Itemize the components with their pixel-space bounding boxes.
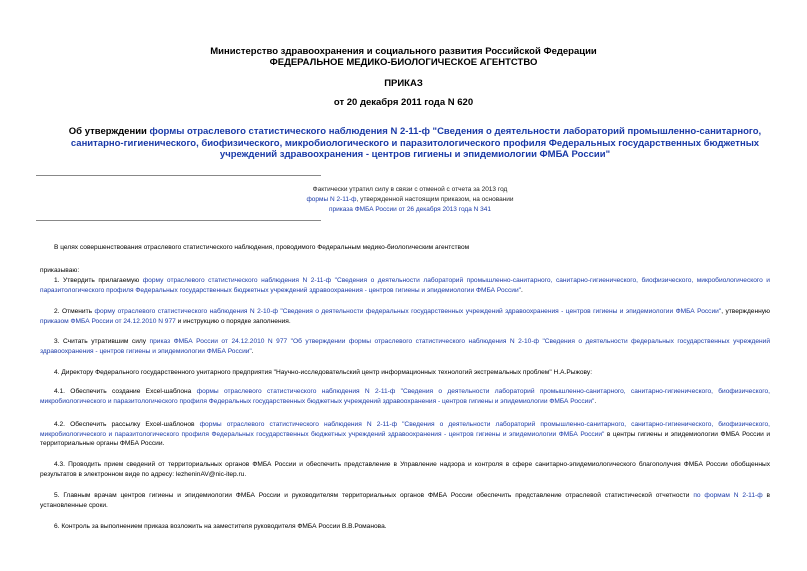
paragraph-4-2 xyxy=(40,420,770,449)
paragraph-4-3 xyxy=(40,460,770,479)
order-paragraph xyxy=(40,266,770,276)
p41-form-link[interactable]: формы отраслевого статистического наблюдения N 2-11-ф "Сведения о деятельности лабораторий промышленно-санитарного, санитарно-гигиенического, биофизического, микробиологического и паразитологического профиля Федеральных государственных бюджетных учреждений здравоохранения - центров гигиены и эпидемиологии ФМБА России" xyxy=(40,388,770,405)
agency-name: ФЕДЕРАЛЬНОЕ МЕДИКО-БИОЛОГИЧЕСКОЕ АГЕНТСТВО xyxy=(269,57,538,68)
status-order-link[interactable]: приказа ФМБА России от 26 декабря 2013 года N 341 xyxy=(329,206,491,213)
p3-text-b: . xyxy=(251,347,254,355)
p2-form-link[interactable]: форму отраслевого статистического наблюдения N 2-10-ф "Сведения о деятельности федеральных государственных учреждений здравоохранения - центров гигиены и эпидемиологии ФМБА России" xyxy=(94,308,722,315)
status-note-line3 xyxy=(255,205,565,215)
p1-text-a: 1. Утвердить прилагаемую xyxy=(54,277,143,284)
p42-text-b: в центры гигиены и эпидемиологии ФМБА России и территориальные органы ФМБА России. xyxy=(40,430,770,448)
p5-text-b: в установленные сроки. xyxy=(40,492,770,509)
p5-form-link[interactable]: по формам N 2-11-ф xyxy=(693,492,763,499)
p2-order-link[interactable]: приказом ФМБА России от 24.12.2010 N 977 xyxy=(40,317,176,325)
status-note-line2-rest: , утвержденной настоящим приказом, на основании xyxy=(356,196,514,203)
document-date-number: от 20 декабря 2011 года N 620 xyxy=(333,97,474,108)
p3-order-link[interactable]: приказ ФМБА России от 24.12.2010 N 977 "Об утверждении формы отраслевого статистического наблюдения N 2-10-ф "Сведения о деятельности федеральных государственных учреждений здравоохранения - центров гигиены и эпидемиологии ФМБА России" xyxy=(40,338,771,355)
status-note xyxy=(255,185,565,215)
document-type: ПРИКАЗ xyxy=(384,78,423,89)
document-title xyxy=(55,126,775,161)
paragraph-6 xyxy=(40,522,770,532)
paragraph-1 xyxy=(40,276,770,295)
p2-text-c: и инструкцию о порядке заполнения. xyxy=(175,317,291,325)
paragraph-4 xyxy=(40,368,770,378)
intro-text: В целях совершенствования отраслевого статистического наблюдения, проводимого Федеральным медико-биологическим агентством xyxy=(54,244,470,251)
p3-text-a: 3. Считать утратившим силу xyxy=(54,338,150,345)
title-prefix: Об утверждении xyxy=(68,126,150,137)
p2-text-a: 2. Отменить xyxy=(54,308,95,315)
paragraph-5 xyxy=(40,491,770,510)
p6-text: 6. Контроль за выполнением приказа возложить на заместителя руководителя ФМБА России В.В.Романова. xyxy=(54,523,387,530)
p2-text-b: , утвержденную xyxy=(721,308,770,315)
p4-text: 4. Директору Федерального государственного унитарного предприятия "Научно-исследовательский центр информационных технологий экстремальных проблем" Н.А.Рыжову: xyxy=(54,369,593,376)
bottom-divider xyxy=(36,220,321,221)
paragraph-2 xyxy=(40,307,770,326)
status-form-link[interactable]: формы N 2-11-ф xyxy=(306,196,357,203)
p43-text: 4.3. Проводить прием сведений от территориальных органов ФМБА России и обеспечить представление в Управление надзора и контроля в сфере санитарно-эпидемиологического благополучия ФМБА России обобщенных результатов в электронном виде по адресу: lezheninAV@nic-itep.ru. xyxy=(40,461,770,478)
p42-text-a: 4.2. Обеспечить рассылку Excel-шаблонов xyxy=(54,421,200,428)
p42-form-link[interactable]: формы отраслевого статистического наблюдения N 2-11-ф "Сведения о деятельности лабораторий промышленно-санитарного, санитарно-гигиенического, биофизического, микробиологического и паразитологического профиля Федеральных государственных бюджетных учреждений здравоохранения - центров гигиены и эпидемиологии ФМБА России" xyxy=(40,421,770,438)
intro-paragraph xyxy=(40,243,770,253)
p1-text-b: . xyxy=(520,286,523,294)
p5-text-a: 5. Главным врачам центров гигиены и эпидемиологии ФМБА России и руководителям территориальных органов ФМБА России обеспечить представление отраслевой статистической отчетности xyxy=(54,492,694,499)
order-text: приказываю: xyxy=(40,267,80,274)
p41-text-b: . xyxy=(594,397,597,405)
status-note-line1: Фактически утратил силу в связи с отменой с отчета за 2013 год xyxy=(312,186,508,193)
paragraph-3 xyxy=(40,337,770,356)
ministry-name: Министерство здравоохранения и социального развития Российской Федерации xyxy=(210,46,597,57)
top-divider xyxy=(36,175,321,176)
p41-text-a: 4.1. Обеспечить создание Excel-шаблона xyxy=(54,388,197,395)
status-note-line2 xyxy=(255,195,565,205)
paragraph-4-1 xyxy=(40,387,770,406)
p1-form-link[interactable]: форму отраслевого статистического наблюдения N 2-11-ф "Сведения о деятельности лабораторий промышленно-санитарного, санитарно-гигиенического, биофизического, микробиологического и паразитологического профиля Федеральных государственных бюджетных учреждений здравоохранения - центров гигиены и эпидемиологии ФМБА России" xyxy=(40,277,770,294)
title-form-link[interactable]: формы отраслевого статистического наблюдения N 2-11-ф "Сведения о деятельности лабораторий промышленно-санитарного, санитарно-гигиенического, биофизического, микробиологического и паразитологического профиля Федеральных государственных бюджетных учреждений здравоохранения - центров гигиены и эпидемиологии ФМБА России" xyxy=(70,126,762,160)
